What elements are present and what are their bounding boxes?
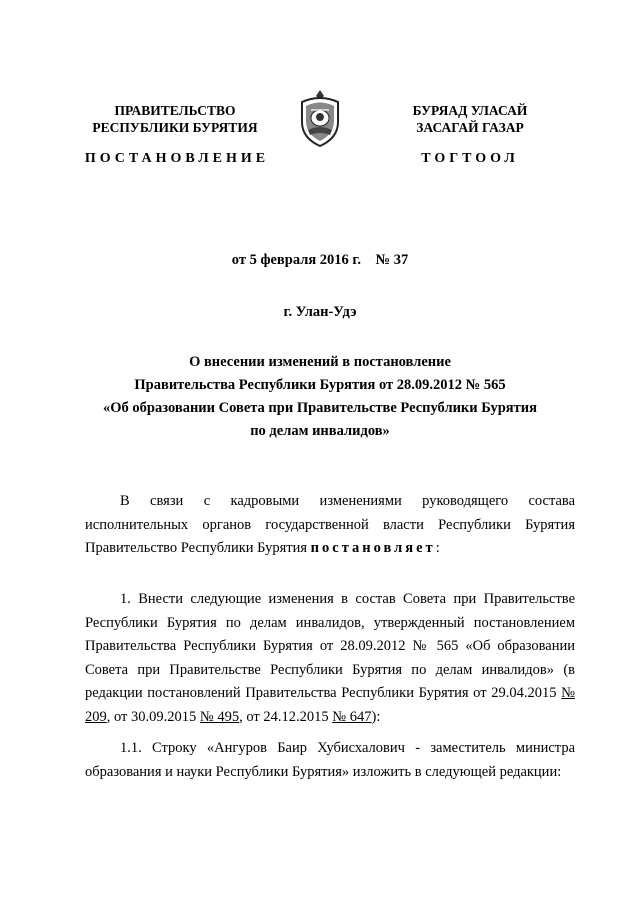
coat-of-arms-emblem-icon bbox=[296, 88, 344, 148]
item-1-end: ): bbox=[371, 708, 381, 725]
header-left bbox=[80, 102, 270, 136]
reference-link-647[interactable]: № 647 bbox=[332, 708, 372, 725]
header-right bbox=[385, 102, 555, 136]
government-name-buryat-line2: ЗАСАГАЙ ГАЗАР bbox=[416, 120, 524, 135]
reference-link-209[interactable]: № 209 bbox=[85, 685, 575, 725]
reference-link-495[interactable]: № 495 bbox=[199, 708, 240, 725]
title-line3: «Об образовании Совета при Правительстве Республики Бурятия bbox=[103, 400, 537, 416]
preamble-text: В связи с кадровыми изменениями руководящего состава исполнительных органов государственной власти Республики Бурятия Правительство Республики Бурятия bbox=[85, 493, 575, 556]
date-number: от 5 февраля 2016 г. № 37 bbox=[231, 252, 409, 268]
government-name-buryat-line1: БУРЯАД УЛАСАЙ bbox=[412, 103, 528, 118]
government-name-line2: РЕСПУБЛИКИ БУРЯТИЯ bbox=[92, 120, 258, 135]
item-1-mid2: , от 24.12.2015 bbox=[239, 708, 333, 725]
title-line4: по делам инвалидов» bbox=[250, 423, 390, 439]
government-name-line1: ПРАВИТЕЛЬСТВО bbox=[114, 103, 236, 118]
document-title bbox=[60, 351, 580, 443]
preamble-end: : bbox=[435, 540, 440, 556]
title-line2: Правительства Республики Бурятия от 28.09.2012 № 565 bbox=[134, 377, 506, 393]
paragraph-item-1-1 bbox=[85, 737, 575, 784]
item-1-1-text: 1.1. Строку «Ангуров Баир Хубисхалович - заместитель министра образования и науки Республики Бурятия» изложить в следующей редакции: bbox=[85, 740, 575, 780]
doc-type-left: ПОСТАНОВЛЕНИЕ bbox=[84, 151, 270, 166]
item-1-text: 1. Внести следующие изменения в состав Совета при Правительстве Республики Бурятия по делам инвалидов, утвержденный постановлением Правительства Республики Бурятия от 28.09.2012 № 565 «Об образовании Совета при Правительстве Республики Бурятия по делам инвалидов» (в редакции постановлений Правительства Республики Бурятия от 29.04.2015 bbox=[85, 591, 575, 701]
doc-type-right: ТОГТООЛ bbox=[421, 151, 519, 166]
paragraph-item-1 bbox=[85, 588, 575, 729]
title-line1: О внесении изменений в постановление bbox=[189, 354, 451, 370]
city: г. Улан-Удэ bbox=[283, 304, 357, 320]
preamble-emphasis: постановляет bbox=[310, 540, 436, 556]
item-1-mid1: , от 30.09.2015 bbox=[106, 708, 200, 725]
paragraph-preamble bbox=[85, 490, 575, 561]
